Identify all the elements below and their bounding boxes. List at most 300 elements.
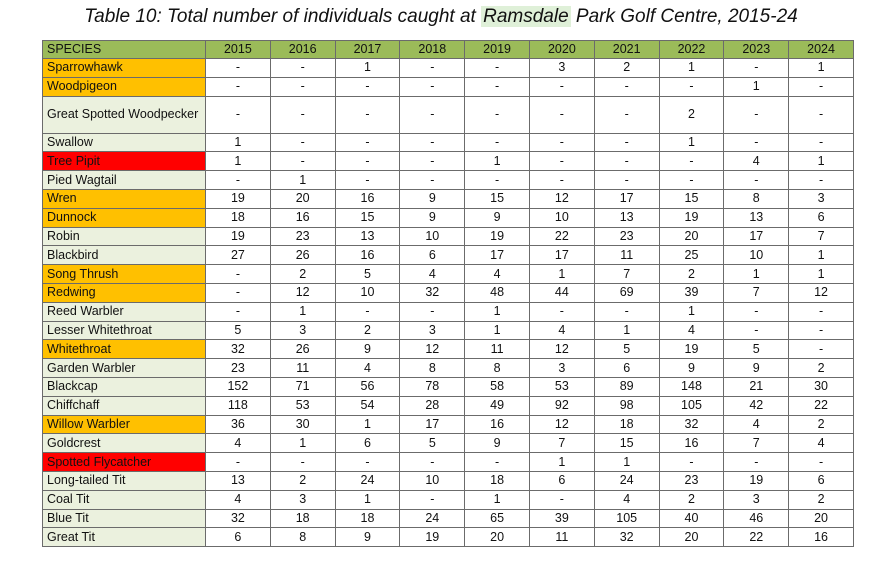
count-cell: 13 <box>335 227 400 246</box>
count-cell: 19 <box>400 528 465 547</box>
count-cell: 98 <box>594 396 659 415</box>
count-cell: 36 <box>206 415 271 434</box>
count-cell: 12 <box>529 415 594 434</box>
count-cell: - <box>465 133 530 152</box>
table-row <box>43 208 854 227</box>
count-cell: 9 <box>465 434 530 453</box>
count-cell: 20 <box>659 227 724 246</box>
count-cell: - <box>206 96 271 133</box>
count-cell: 18 <box>270 509 335 528</box>
count-cell: 10 <box>400 227 465 246</box>
count-cell: 24 <box>335 471 400 490</box>
count-cell: 65 <box>465 509 530 528</box>
table-row <box>43 377 854 396</box>
count-cell: 44 <box>529 283 594 302</box>
count-cell: 8 <box>400 359 465 378</box>
count-cell: 4 <box>335 359 400 378</box>
count-cell: - <box>659 152 724 171</box>
count-cell: 1 <box>270 302 335 321</box>
count-cell: 21 <box>724 377 789 396</box>
table-row <box>43 59 854 78</box>
species-cell: Coal Tit <box>43 490 206 509</box>
count-cell: 25 <box>659 246 724 265</box>
count-cell: 56 <box>335 377 400 396</box>
count-cell: 32 <box>400 283 465 302</box>
count-cell: - <box>594 96 659 133</box>
count-cell: 92 <box>529 396 594 415</box>
count-cell: 2 <box>270 265 335 284</box>
count-cell: 11 <box>270 359 335 378</box>
count-cell: - <box>400 59 465 78</box>
count-cell: 16 <box>270 208 335 227</box>
table-row <box>43 189 854 208</box>
count-cell: 22 <box>529 227 594 246</box>
table-title-highlight: Ramsdale <box>483 6 569 27</box>
count-cell: 118 <box>206 396 271 415</box>
count-cell: 9 <box>400 189 465 208</box>
count-cell: 3 <box>724 490 789 509</box>
table-row <box>43 509 854 528</box>
count-cell: - <box>335 77 400 96</box>
count-cell: - <box>724 96 789 133</box>
count-cell: 1 <box>465 152 530 171</box>
table-row <box>43 77 854 96</box>
count-cell: 28 <box>400 396 465 415</box>
species-cell: Woodpigeon <box>43 77 206 96</box>
count-cell: 9 <box>659 359 724 378</box>
count-cell: 9 <box>335 340 400 359</box>
count-cell: 89 <box>594 377 659 396</box>
count-cell: - <box>400 77 465 96</box>
species-cell: Lesser Whitethroat <box>43 321 206 340</box>
count-cell: - <box>270 133 335 152</box>
count-cell: - <box>465 453 530 472</box>
count-cell: - <box>789 96 854 133</box>
count-cell: 5 <box>206 321 271 340</box>
count-cell: 17 <box>529 246 594 265</box>
count-cell: 1 <box>465 321 530 340</box>
count-cell: 27 <box>206 246 271 265</box>
table-row <box>43 283 854 302</box>
count-cell: - <box>206 59 271 78</box>
count-cell: 18 <box>206 208 271 227</box>
species-cell: Reed Warbler <box>43 302 206 321</box>
table-row <box>43 246 854 265</box>
count-cell: 1 <box>789 265 854 284</box>
count-cell: 6 <box>206 528 271 547</box>
count-cell: 23 <box>270 227 335 246</box>
count-cell: - <box>465 96 530 133</box>
count-cell: 1 <box>529 453 594 472</box>
count-cell: - <box>724 453 789 472</box>
species-cell: Sparrowhawk <box>43 59 206 78</box>
count-cell: 2 <box>659 96 724 133</box>
catch-table <box>42 40 854 547</box>
table-row <box>43 321 854 340</box>
year-column-header: 2015 <box>206 41 271 59</box>
count-cell: 4 <box>724 415 789 434</box>
count-cell: 10 <box>400 471 465 490</box>
count-cell: 19 <box>206 227 271 246</box>
count-cell: 7 <box>724 283 789 302</box>
count-cell: 19 <box>206 189 271 208</box>
count-cell: - <box>270 59 335 78</box>
count-cell: 1 <box>724 265 789 284</box>
count-cell: 4 <box>206 490 271 509</box>
year-column-header: 2019 <box>465 41 530 59</box>
count-cell: - <box>400 453 465 472</box>
count-cell: 13 <box>724 208 789 227</box>
count-cell: - <box>529 171 594 190</box>
count-cell: 6 <box>335 434 400 453</box>
count-cell: 9 <box>400 208 465 227</box>
species-cell: Blue Tit <box>43 509 206 528</box>
count-cell: 1 <box>270 171 335 190</box>
count-cell: 4 <box>529 321 594 340</box>
count-cell: 2 <box>659 490 724 509</box>
table-row <box>43 528 854 547</box>
count-cell: 58 <box>465 377 530 396</box>
count-cell: - <box>529 302 594 321</box>
count-cell: - <box>400 490 465 509</box>
count-cell: 16 <box>465 415 530 434</box>
count-cell: 15 <box>465 189 530 208</box>
count-cell: 4 <box>206 434 271 453</box>
count-cell: - <box>270 96 335 133</box>
table-row <box>43 453 854 472</box>
species-cell: Swallow <box>43 133 206 152</box>
count-cell: 13 <box>206 471 271 490</box>
count-cell: - <box>659 453 724 472</box>
count-cell: 30 <box>270 415 335 434</box>
table-row <box>43 490 854 509</box>
count-cell: 1 <box>206 133 271 152</box>
count-cell: 20 <box>465 528 530 547</box>
count-cell: 1 <box>594 321 659 340</box>
table-row <box>43 471 854 490</box>
count-cell: 4 <box>400 265 465 284</box>
count-cell: 5 <box>594 340 659 359</box>
count-cell: 3 <box>529 59 594 78</box>
count-cell: 24 <box>594 471 659 490</box>
count-cell: 4 <box>724 152 789 171</box>
count-cell: - <box>206 453 271 472</box>
count-cell: 11 <box>465 340 530 359</box>
count-cell: - <box>724 133 789 152</box>
count-cell: - <box>206 265 271 284</box>
count-cell: - <box>529 490 594 509</box>
count-cell: 4 <box>465 265 530 284</box>
count-cell: - <box>465 77 530 96</box>
count-cell: - <box>335 453 400 472</box>
count-cell: - <box>724 302 789 321</box>
count-cell: 16 <box>335 246 400 265</box>
count-cell: - <box>594 77 659 96</box>
count-cell: 12 <box>270 283 335 302</box>
species-cell: Wren <box>43 189 206 208</box>
count-cell: 10 <box>724 246 789 265</box>
count-cell: 39 <box>659 283 724 302</box>
count-cell: 32 <box>594 528 659 547</box>
table-row <box>43 133 854 152</box>
count-cell: - <box>789 133 854 152</box>
count-cell: - <box>400 171 465 190</box>
count-cell: - <box>270 453 335 472</box>
count-cell: 46 <box>724 509 789 528</box>
count-cell: - <box>206 302 271 321</box>
count-cell: - <box>594 302 659 321</box>
table-row <box>43 171 854 190</box>
year-column-header: 2017 <box>335 41 400 59</box>
count-cell: 12 <box>529 340 594 359</box>
count-cell: 6 <box>789 208 854 227</box>
table-row <box>43 96 854 133</box>
count-cell: 78 <box>400 377 465 396</box>
count-cell: 19 <box>659 208 724 227</box>
species-cell: Chiffchaff <box>43 396 206 415</box>
species-cell: Spotted Flycatcher <box>43 453 206 472</box>
count-cell: 1 <box>270 434 335 453</box>
count-cell: - <box>206 171 271 190</box>
count-cell: 3 <box>529 359 594 378</box>
count-cell: 19 <box>465 227 530 246</box>
count-cell: 48 <box>465 283 530 302</box>
count-cell: 26 <box>270 246 335 265</box>
count-cell: 49 <box>465 396 530 415</box>
count-cell: 1 <box>206 152 271 171</box>
count-cell: - <box>465 59 530 78</box>
count-cell: 10 <box>335 283 400 302</box>
count-cell: 18 <box>465 471 530 490</box>
count-cell: - <box>465 171 530 190</box>
species-cell: Great Tit <box>43 528 206 547</box>
count-cell: 4 <box>789 434 854 453</box>
table-row <box>43 415 854 434</box>
count-cell: 9 <box>724 359 789 378</box>
species-cell: Song Thrush <box>43 265 206 284</box>
table-title-suffix: Park Golf Centre, 2015-24 <box>570 6 798 27</box>
count-cell: - <box>724 171 789 190</box>
species-cell: Blackcap <box>43 377 206 396</box>
table-row <box>43 340 854 359</box>
year-column-header: 2018 <box>400 41 465 59</box>
count-cell: - <box>270 152 335 171</box>
count-cell: 23 <box>659 471 724 490</box>
count-cell: 12 <box>789 283 854 302</box>
year-column-header: 2016 <box>270 41 335 59</box>
count-cell: 26 <box>270 340 335 359</box>
count-cell: 23 <box>594 227 659 246</box>
count-cell: 2 <box>594 59 659 78</box>
species-cell: Redwing <box>43 283 206 302</box>
count-cell: 9 <box>465 208 530 227</box>
count-cell: - <box>789 340 854 359</box>
count-cell: 4 <box>659 321 724 340</box>
count-cell: - <box>659 171 724 190</box>
count-cell: 5 <box>335 265 400 284</box>
count-cell: 20 <box>659 528 724 547</box>
count-cell: 1 <box>789 152 854 171</box>
count-cell: 105 <box>659 396 724 415</box>
count-cell: 30 <box>789 377 854 396</box>
count-cell: 1 <box>594 453 659 472</box>
table-body <box>43 59 854 547</box>
count-cell: 6 <box>594 359 659 378</box>
species-cell: Pied Wagtail <box>43 171 206 190</box>
count-cell: 24 <box>400 509 465 528</box>
count-cell: 16 <box>659 434 724 453</box>
count-cell: 1 <box>789 246 854 265</box>
species-cell: Garden Warbler <box>43 359 206 378</box>
table-row <box>43 396 854 415</box>
count-cell: - <box>335 133 400 152</box>
count-cell: 2 <box>789 490 854 509</box>
table-row <box>43 359 854 378</box>
count-cell: - <box>400 302 465 321</box>
count-cell: - <box>400 96 465 133</box>
species-cell: Long-tailed Tit <box>43 471 206 490</box>
count-cell: - <box>724 59 789 78</box>
count-cell: - <box>789 171 854 190</box>
count-cell: 2 <box>270 471 335 490</box>
species-cell: Willow Warbler <box>43 415 206 434</box>
count-cell: - <box>270 77 335 96</box>
count-cell: 5 <box>400 434 465 453</box>
count-cell: 69 <box>594 283 659 302</box>
table-row <box>43 227 854 246</box>
count-cell: 1 <box>659 133 724 152</box>
count-cell: 15 <box>594 434 659 453</box>
count-cell: - <box>335 171 400 190</box>
count-cell: 1 <box>529 265 594 284</box>
count-cell: 2 <box>659 265 724 284</box>
species-cell: Blackbird <box>43 246 206 265</box>
count-cell: 17 <box>594 189 659 208</box>
count-cell: - <box>789 302 854 321</box>
count-cell: - <box>206 283 271 302</box>
count-cell: - <box>400 152 465 171</box>
count-cell: - <box>724 321 789 340</box>
count-cell: 16 <box>789 528 854 547</box>
species-cell: Robin <box>43 227 206 246</box>
count-cell: 53 <box>529 377 594 396</box>
count-cell: 2 <box>335 321 400 340</box>
species-cell: Great Spotted Woodpecker <box>43 96 206 133</box>
count-cell: 6 <box>400 246 465 265</box>
count-cell: 39 <box>529 509 594 528</box>
table-row <box>43 265 854 284</box>
count-cell: 32 <box>659 415 724 434</box>
count-cell: 1 <box>659 302 724 321</box>
count-cell: - <box>529 96 594 133</box>
count-cell: 42 <box>724 396 789 415</box>
count-cell: 6 <box>529 471 594 490</box>
count-cell: - <box>529 152 594 171</box>
count-cell: 10 <box>529 208 594 227</box>
year-column-header: 2021 <box>594 41 659 59</box>
table-title <box>0 2 882 32</box>
count-cell: 105 <box>594 509 659 528</box>
table-title-prefix: Table 10: Total number of individuals caught at <box>84 6 482 27</box>
year-column-header: 2022 <box>659 41 724 59</box>
year-column-header: 2020 <box>529 41 594 59</box>
count-cell: - <box>789 453 854 472</box>
count-cell: 18 <box>594 415 659 434</box>
count-cell: - <box>594 152 659 171</box>
species-column-header: SPECIES <box>43 41 206 59</box>
count-cell: 20 <box>270 189 335 208</box>
count-cell: 3 <box>789 189 854 208</box>
count-cell: 1 <box>335 59 400 78</box>
count-cell: - <box>789 321 854 340</box>
count-cell: 15 <box>659 189 724 208</box>
count-cell: 1 <box>789 59 854 78</box>
count-cell: - <box>789 77 854 96</box>
count-cell: - <box>335 96 400 133</box>
count-cell: - <box>594 133 659 152</box>
table-row <box>43 302 854 321</box>
count-cell: 1 <box>465 302 530 321</box>
count-cell: 16 <box>335 189 400 208</box>
count-cell: - <box>659 77 724 96</box>
count-cell: 23 <box>206 359 271 378</box>
count-cell: - <box>335 302 400 321</box>
count-cell: 7 <box>594 265 659 284</box>
species-cell: Tree Pipit <box>43 152 206 171</box>
table-row <box>43 152 854 171</box>
count-cell: 3 <box>270 321 335 340</box>
count-cell: 3 <box>270 490 335 509</box>
count-cell: 8 <box>270 528 335 547</box>
count-cell: 2 <box>789 359 854 378</box>
count-cell: 12 <box>400 340 465 359</box>
count-cell: 12 <box>529 189 594 208</box>
count-cell: 1 <box>335 490 400 509</box>
year-column-header: 2023 <box>724 41 789 59</box>
count-cell: - <box>400 133 465 152</box>
count-cell: 148 <box>659 377 724 396</box>
count-cell: - <box>335 152 400 171</box>
count-cell: - <box>529 77 594 96</box>
count-cell: 8 <box>465 359 530 378</box>
count-cell: - <box>594 171 659 190</box>
count-cell: 17 <box>400 415 465 434</box>
count-cell: - <box>206 77 271 96</box>
count-cell: 6 <box>789 471 854 490</box>
count-cell: 4 <box>594 490 659 509</box>
count-cell: 32 <box>206 509 271 528</box>
count-cell: 19 <box>724 471 789 490</box>
count-cell: 71 <box>270 377 335 396</box>
count-cell: 17 <box>724 227 789 246</box>
count-cell: 53 <box>270 396 335 415</box>
count-cell: 3 <box>400 321 465 340</box>
count-cell: 7 <box>529 434 594 453</box>
count-cell: - <box>529 133 594 152</box>
count-cell: 54 <box>335 396 400 415</box>
count-cell: 1 <box>465 490 530 509</box>
header-row <box>43 41 854 59</box>
count-cell: 9 <box>335 528 400 547</box>
count-cell: 20 <box>789 509 854 528</box>
count-cell: 40 <box>659 509 724 528</box>
year-column-header: 2024 <box>789 41 854 59</box>
count-cell: 8 <box>724 189 789 208</box>
count-cell: 19 <box>659 340 724 359</box>
count-cell: 22 <box>724 528 789 547</box>
count-cell: 11 <box>594 246 659 265</box>
count-cell: 15 <box>335 208 400 227</box>
